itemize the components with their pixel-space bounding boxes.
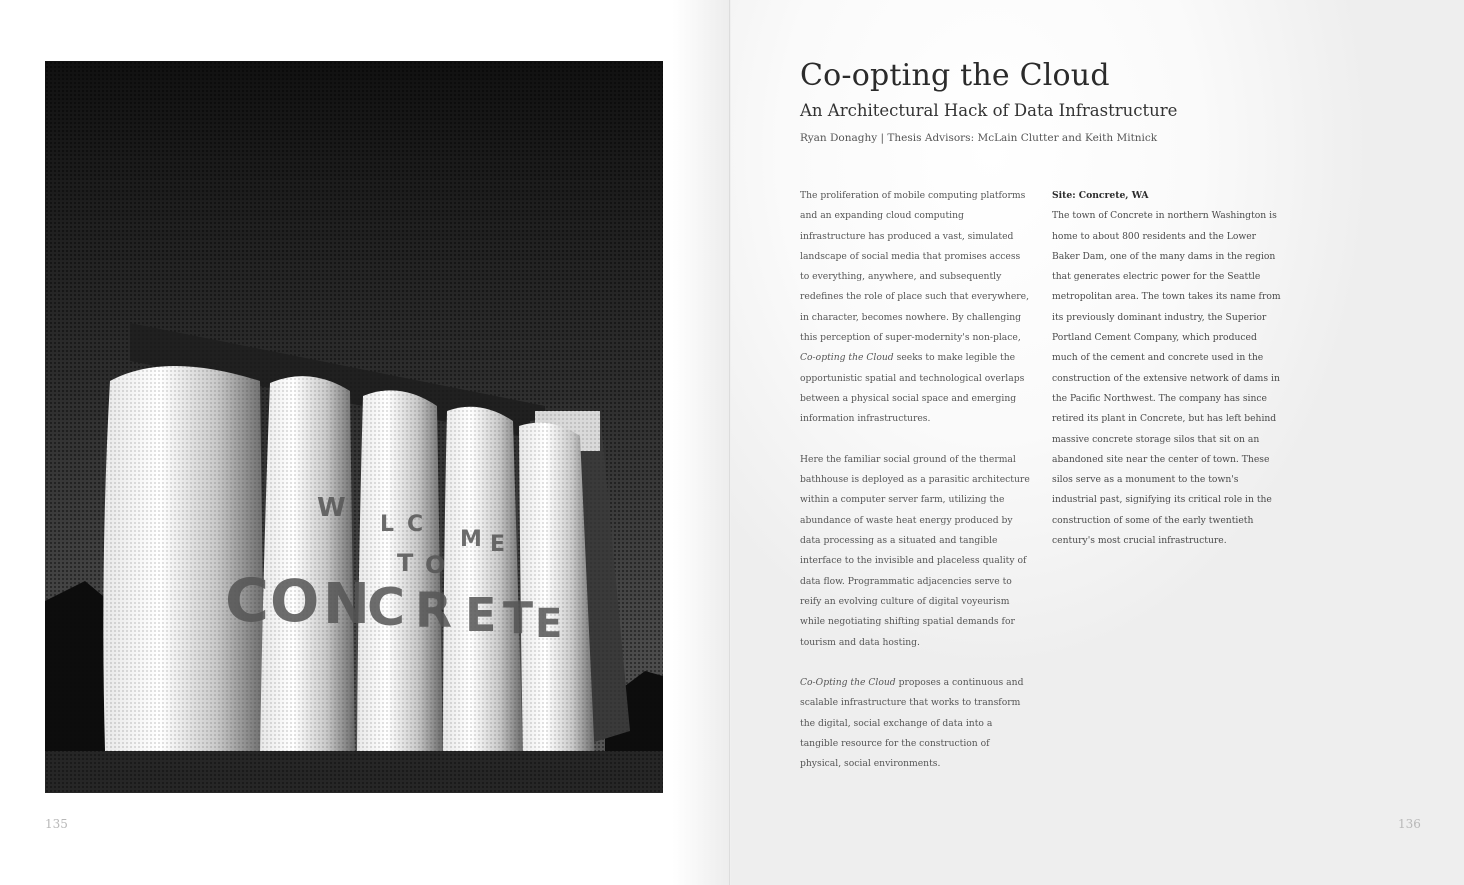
page-number-left: 135 bbox=[45, 817, 68, 831]
article-title: Co-opting the Cloud bbox=[800, 58, 1110, 93]
silo-letter: E bbox=[465, 588, 497, 642]
article-subtitle: An Architectural Hack of Data Infrastructure bbox=[800, 101, 1178, 120]
silo-letter: E bbox=[490, 532, 506, 557]
article-byline: Ryan Donaghy | Thesis Advisors: McLain Clutter and Keith Mitnick bbox=[800, 132, 1158, 144]
silo-letter: C bbox=[367, 578, 406, 638]
paragraph-1: The proliferation of mobile computing platforms and an expanding cloud computing infrastructure has produced a vast, simulated landscape of social media that promises access to everything, anywhere, and subsequently redefines the role of place such that everywhere, in character, becomes nowhere. By challenging this perception of super-modernity's non-place, Co-opting the Cloud seeks to make legible the opportunistic spatial and technological overlaps between a physical social space and emerging information infrastructures. bbox=[800, 190, 1030, 425]
left-page bbox=[0, 0, 731, 885]
silo-letter: E bbox=[535, 601, 563, 647]
silo-photo bbox=[45, 61, 663, 793]
site-heading: Site: Concrete, WA bbox=[1052, 190, 1149, 201]
silo-letter: C bbox=[407, 512, 424, 537]
text-column-2 bbox=[1052, 186, 1282, 551]
silo-letter: L bbox=[380, 512, 395, 537]
silo-letter: W bbox=[317, 493, 346, 523]
paragraph-3: Co-Opting the Cloud proposes a continuous and scalable infrastructure that works to transform the digital, social exchange of data into a tangible resource for the construction of physical, social environments. bbox=[800, 677, 1024, 770]
silo-letter: R bbox=[415, 583, 452, 639]
silo-letter: T bbox=[503, 593, 534, 644]
paragraph-2: Here the familiar social ground of the thermal bathhouse is deployed as a parasitic architecture within a computer server farm, utilizing the abundance of waste heat energy produced by data processing as a situated and tangible interface to the invisible and placeless quality of data flow. Programmatic adjacencies serve to reify an evolving culture of digital voyeurism while negotiating shifting spatial demands for tourism and data hosting. bbox=[800, 453, 1030, 648]
silo-letter: N bbox=[323, 572, 370, 637]
page-number-right: 136 bbox=[1398, 817, 1421, 831]
text-column-1 bbox=[800, 186, 1030, 795]
silo-letter: C bbox=[225, 566, 270, 636]
site-paragraph: The town of Concrete in northern Washington is home to about 800 residents and the Lower Baker Dam, one of the many dams in the region that generates electric power for the Seattle metropolitan area. The town takes its name from its previously dominant industry, the Superior Portland Cement Company, which produced much of the cement and concrete used in the construction of the extensive network of dams in the Pacific Northwest. The company has since retired its plant in Concrete, but has left behind massive concrete storage silos that sit on an abandoned site near the center of town. These silos serve as a monument to the town's industrial past, signifying its critical role in the construction of some of the early twentieth century's most crucial infrastructure. bbox=[1052, 210, 1281, 547]
silo-letter: O bbox=[425, 551, 446, 579]
silo-letter: M bbox=[460, 527, 482, 552]
silo-letter: T bbox=[397, 549, 414, 577]
silo-letter: O bbox=[270, 567, 320, 635]
